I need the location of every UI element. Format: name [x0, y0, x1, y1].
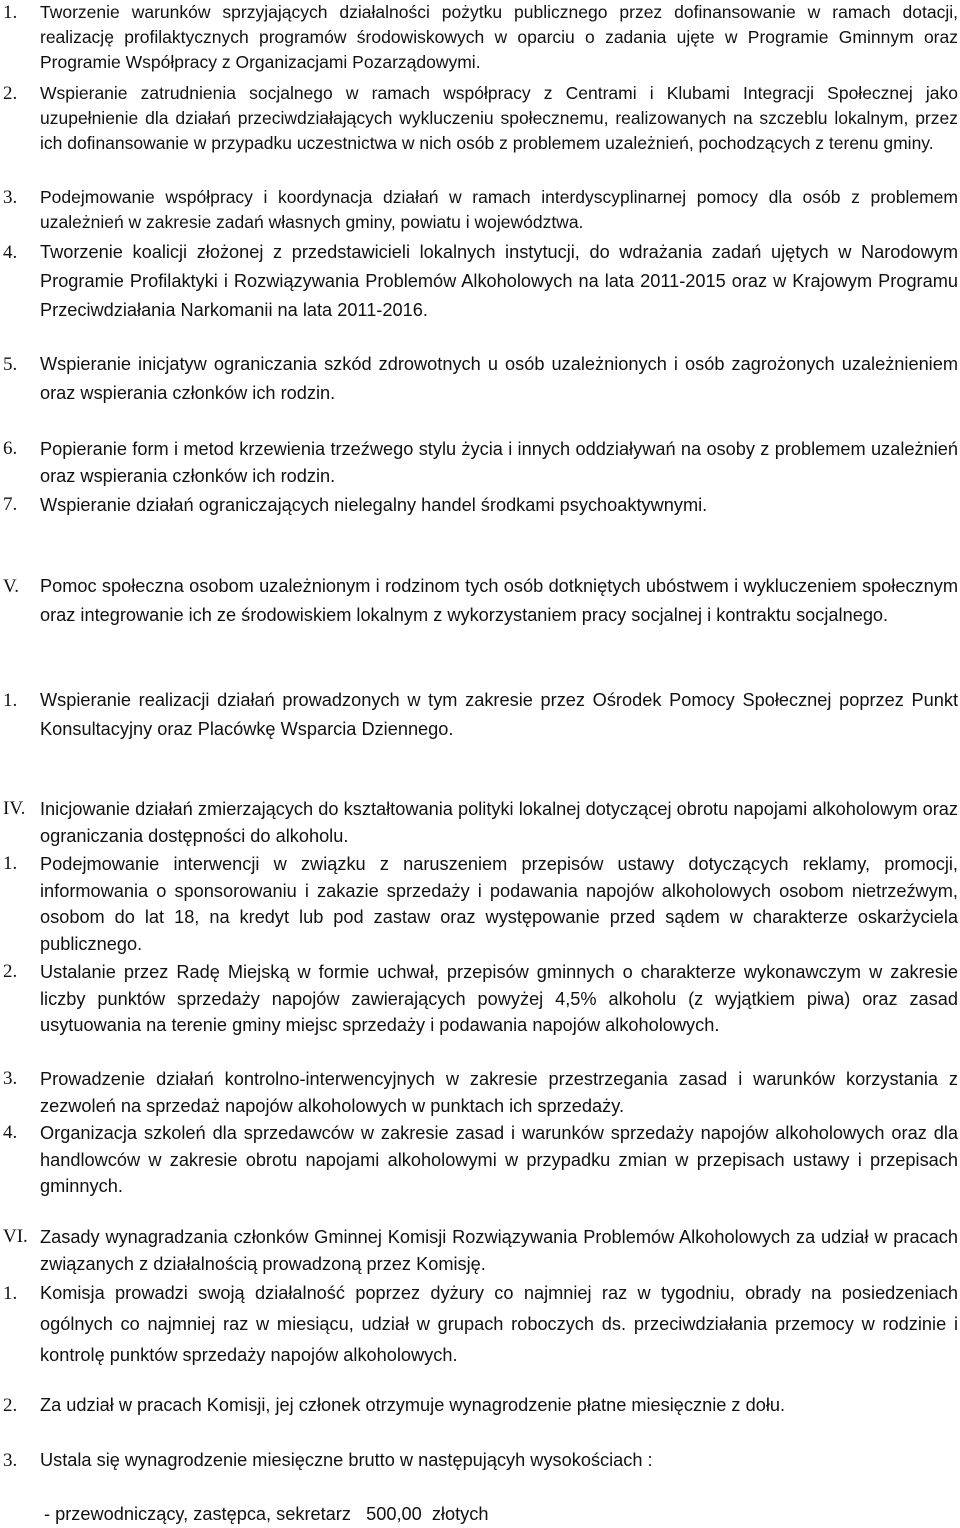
item-text: Ustala się wynagrodzenie miesięczne brutto w następującyh wysokościach :	[40, 1450, 653, 1470]
item-number: 4.	[3, 242, 18, 263]
item-number: 2.	[3, 1395, 18, 1416]
list-item	[0, 238, 958, 325]
item-text: Popieranie form i metod krzewienia trzeźwego stylu życia i innych oddziaływań na osoby z problemem uzależnień oraz wspierania członków ich rodzin.	[40, 439, 958, 486]
item-number: 3.	[3, 1450, 18, 1471]
section-text: Inicjowanie działań zmierzających do kształtowania polityki lokalnej dotyczącej obrotu napojami alkoholowym oraz ograniczania dostępności do alkoholu.	[40, 799, 958, 846]
item-text: Tworzenie koalicji złożonej z przedstawicieli lokalnych instytucji, do wdrażania zadań ujętych w Narodowym Programie Profilaktyki i Rozwiązywania Problemów Alkoholowych na lata 2011-2015 oraz w Krajowym Programu Przeciwdziałania Narkomanii na lata 2011-2016.	[40, 242, 958, 320]
item-number: 6.	[3, 438, 18, 459]
item-text: Ustalanie przez Radę Miejską w formie uchwał, przepisów gminnych o charakterze wykonawczym w zakresie liczby punktów sprzedaży napojów zawierających powyżej 4,5% alkoholu (z wyjątkiem piwa) oraz zasad usytuowania na terenie gminy miejsc sprzedaży i podawania napojów alkoholowych.	[40, 962, 958, 1035]
section-number: V.	[3, 576, 20, 597]
list-item	[0, 1445, 958, 1476]
item-text: Podejmowanie współpracy i koordynacja działań w ramach interdyscyplinarnej pomocy dla osób z problemem uzależnień w zakresie zadań własnych gminy, powiatu i województwa.	[40, 187, 958, 232]
list-item	[0, 1120, 958, 1200]
list-item	[0, 1278, 958, 1371]
list-item	[0, 1390, 958, 1421]
section-text: Zasady wynagradzania członków Gminnej Komisji Rozwiązywania Problemów Alkoholowych za udział w pracach związanych z działalnością prowadzoną przez Komisję.	[40, 1227, 958, 1274]
section-number: IV.	[3, 798, 26, 819]
item-text: Wspieranie inicjatyw ograniczania szkód zdrowotnych u osób uzależnionych i osób zagrożonych uzależnieniem oraz wspierania członków ich rodzin.	[40, 354, 958, 403]
item-number: 2.	[3, 83, 18, 104]
list-item	[0, 1066, 958, 1119]
list-item	[0, 81, 958, 156]
item-number: 7.	[3, 494, 18, 515]
item-text: Komisja prowadzi swoją działalność poprzez dyżury co najmniej raz w tygodniu, obrady na posiedzeniach ogólnych co najmniej raz w miesiącu, udział w grupach roboczych ds. przeciwdziałania przemocy w rodzinie i kontrolę punktów sprzedaży napojów alkoholowych.	[40, 1283, 958, 1365]
item-number: 2.	[3, 961, 18, 982]
item-number: 3.	[3, 1068, 18, 1089]
list-item	[0, 959, 958, 1039]
list-item	[0, 492, 958, 519]
item-number: 3.	[3, 187, 18, 208]
item-text: Wspieranie realizacji działań prowadzonych w tym zakresie przez Ośrodek Pomocy Społecznej poprzez Punkt Konsultacyjny oraz Placówkę Wsparcia Dziennego.	[40, 690, 958, 739]
item-text: Podejmowanie interwencji w związku z naruszeniem przepisów ustawy dotyczących reklamy, promocji, informowania o sponsorowaniu i zakazie sprzedaży i podawania napojów alkoholowych osobom nietrzeźwym, osobom do lat 18, na kredyt lub pod zastaw oraz występowanie przed sądem w charakterze oskarżyciela publicznego.	[40, 854, 958, 954]
item-text: Organizacja szkoleń dla sprzedawców w zakresie zasad i warunków sprzedaży napojów alkoholowych oraz dla handlowców w zakresie obrotu napojami alkoholowymi w przypadku zmian w przepisach ustawy i przepisach gminnych.	[40, 1123, 958, 1196]
item-number: 1.	[3, 1283, 18, 1304]
item-number: 1.	[3, 853, 18, 874]
list-item	[0, 0, 958, 75]
item-text: Wspieranie działań ograniczających nielegalny handel środkami psychoaktywnymi.	[40, 495, 708, 515]
section-heading	[0, 572, 958, 630]
list-item	[0, 350, 958, 408]
section-heading	[0, 796, 958, 849]
item-number: 1.	[3, 690, 18, 711]
section-text: Pomoc społeczna osobom uzależnionym i rodzinom tych osób dotkniętych ubóstwem i wykluczeniem społecznym oraz integrowanie ich ze środowiskiem lokalnym z wykorzystaniem pracy socjalnej i kontraktu socjalnego.	[40, 576, 958, 625]
item-number: 4.	[3, 1122, 18, 1143]
item-text: Tworzenie warunków sprzyjających działalności pożytku publicznego przez dofinansowanie w ramach dotacji, realizację profilaktycznych programów środowiskowych w oparciu o zadania ujęte w Programie Gminnym oraz Programie Współpracy z Organizacjami Pozarządowymi.	[40, 2, 958, 72]
section-heading	[0, 1224, 958, 1277]
list-item	[0, 686, 958, 744]
salary-line: - przewodniczący, zastępca, sekretarz 500,00 złotych	[44, 1504, 489, 1524]
item-text: Za udział w pracach Komisji, jej członek otrzymuje wynagrodzenie płatne miesięcznie z dołu.	[40, 1395, 786, 1415]
section-number: VI.	[3, 1226, 28, 1247]
list-item	[0, 185, 958, 235]
list-item	[0, 851, 958, 957]
item-text: Prowadzenie działań kontrolno-interwencyjnych w zakresie przestrzegania zasad i warunków korzystania z zezwoleń na sprzedaż napojów alkoholowych w punktach ich sprzedaży.	[40, 1069, 958, 1116]
item-number: 5.	[3, 354, 18, 375]
item-text: Wspieranie zatrudnienia socjalnego w ramach współpracy z Centrami i Klubami Integracji Społecznej jako uzupełnienie dla działań przeciwdziałających wykluczeniu społecznemu, realizowanych na szczeblu lokalnym, przez ich dofinansowanie w przypadku uczestnictwa w nich osób z problemem uzależnień, pochodzących z terenu gminy.	[40, 83, 958, 153]
item-number: 1.	[3, 2, 18, 23]
list-item	[0, 436, 958, 489]
